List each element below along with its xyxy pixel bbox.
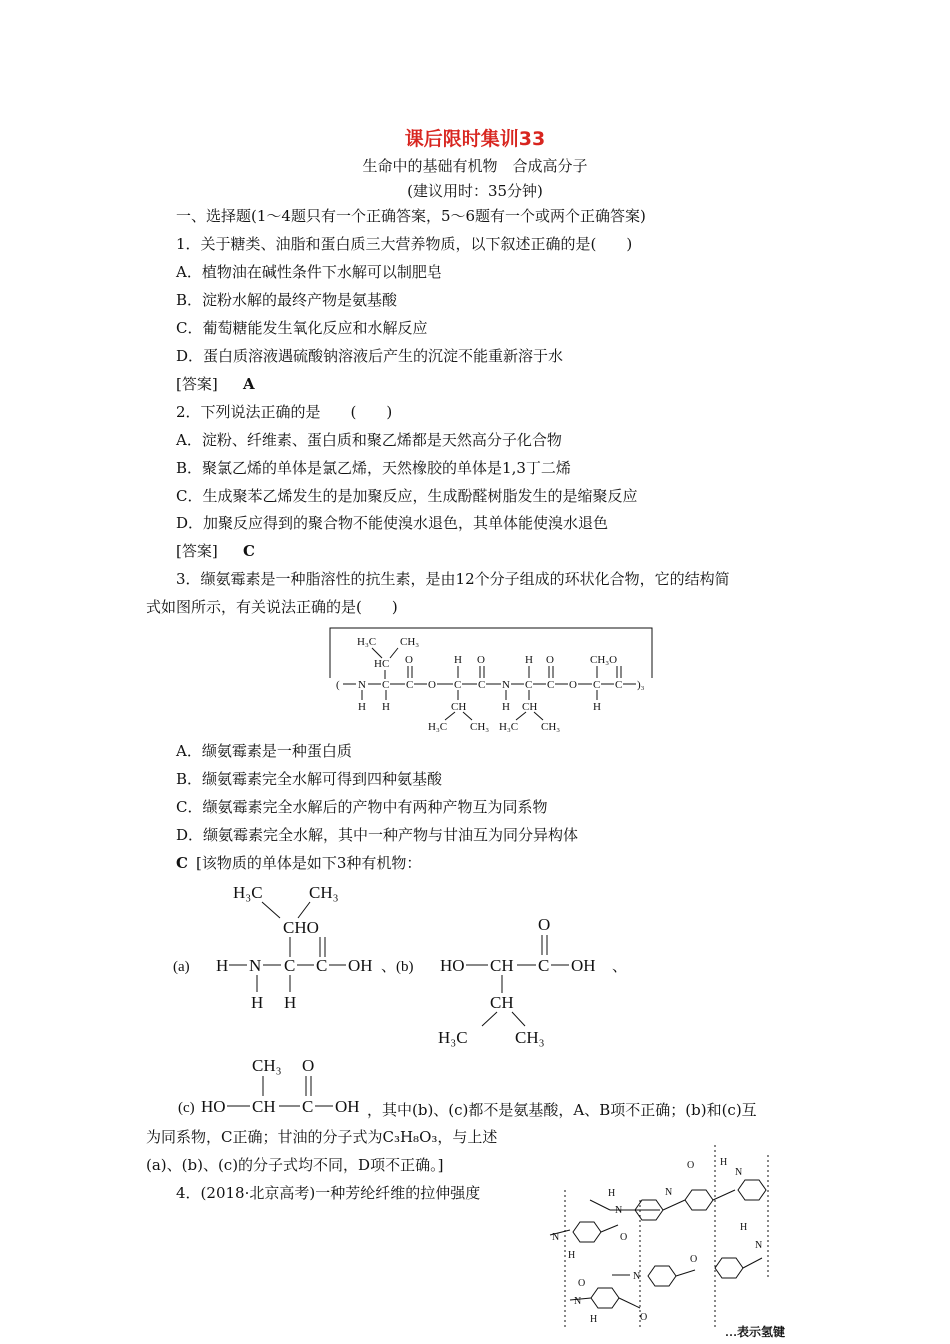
q3-analysis-answer: C: [176, 854, 188, 872]
aramid-h-3: H: [568, 1250, 576, 1261]
c-ch: CH: [252, 1097, 276, 1116]
b-oh: OH: [571, 956, 596, 975]
q1-option-c: C．葡萄糖能发生氧化反应和水解反应: [176, 319, 428, 337]
struct-h3c-1: H₃C: [357, 636, 377, 648]
struct-bracket-open: (: [336, 679, 340, 691]
a-h-n: H: [251, 993, 264, 1012]
struct-ch3-bot-2: CH₃: [541, 721, 561, 733]
sep-end: 、: [612, 959, 628, 975]
struct-h-bot-2: H: [382, 701, 390, 713]
aramid-h-4: H: [740, 1222, 748, 1233]
b-ch3: CH₃: [515, 1028, 545, 1047]
q3-analysis-line3: (a)、(b)、(c)的分子式均不同，D项不正确。]: [146, 1156, 444, 1174]
page-title: 课后限时集训33: [404, 128, 546, 150]
page-subtitle: 生命中的基础有机物 合成高分子: [362, 157, 588, 175]
q3-stem-line1: 3．缬氨霉素是一种脂溶性的抗生素，是由12个分子组成的环状化合物，它的结构简: [176, 570, 730, 588]
struct-c-7: C: [593, 679, 601, 691]
struct-c-8: C: [615, 679, 623, 691]
struct-c-3: C: [454, 679, 462, 691]
q4-stem: 4．(2018·北京高考)一种芳纶纤维的拉伸强度: [176, 1184, 481, 1202]
aramid-n-4: N: [552, 1232, 560, 1243]
c-ch3: CH₃: [252, 1056, 282, 1075]
q3-option-c: C．缬氨霉素完全水解后的产物中有两种产物互为同系物: [176, 798, 548, 816]
label-c: (c): [178, 1100, 195, 1116]
struct-ch3o: CH₃O: [590, 654, 618, 666]
q2-option-a: A．淀粉、纤维素、蛋白质和聚乙烯都是天然高分子化合物: [176, 431, 562, 449]
c-oh: OH: [335, 1097, 360, 1116]
aramid-n-7: N: [574, 1296, 582, 1307]
aramid-n-6: N: [755, 1240, 763, 1251]
struct-ch3-bot-1: CH₃: [470, 721, 490, 733]
section-heading: 一、选择题(1～4题只有一个正确答案，5～6题有一个或两个正确答案): [176, 207, 646, 225]
struct-o-1: O: [428, 679, 436, 691]
q2-option-b: B．聚氯乙烯的单体是氯乙烯，天然橡胶的单体是1,3丁二烯: [176, 459, 571, 477]
q1-stem: 1．关于糖类、油脂和蛋白质三大营养物质，以下叙述正确的是( ): [176, 235, 633, 253]
a-h-left: H: [216, 956, 229, 975]
a-c2: C: [316, 956, 328, 975]
q3-option-a: A．缬氨霉素是一种蛋白质: [176, 742, 352, 760]
a-ch3: CH₃: [309, 883, 339, 902]
b-ch: CH: [490, 956, 514, 975]
label-b: 、(b): [381, 959, 414, 975]
c-o: O: [302, 1056, 315, 1075]
aramid-h-2: H: [608, 1188, 616, 1199]
struct-n-2: N: [502, 679, 510, 691]
a-h-c: H: [284, 993, 297, 1012]
struct-c-5: C: [525, 679, 533, 691]
aramid-o-1: O: [687, 1160, 695, 1171]
struct-ch-bot-1: CH: [451, 701, 467, 713]
struct-h-bot-4: H: [593, 701, 601, 713]
q3-analysis-intro: [该物质的单体是如下3种有机物：: [196, 854, 422, 872]
c-c: C: [302, 1097, 314, 1116]
struct-n-1: N: [358, 679, 366, 691]
q2-answer-label: [答案]: [176, 542, 218, 560]
struct-ch-bot-2: CH: [522, 701, 538, 713]
q1-option-d: D．蛋白质溶液遇硫酸钠溶液后产生的沉淀不能重新溶于水: [176, 347, 564, 365]
q3-analysis-line1: ，其中(b)、(c)都不是氨基酸，A、B项不正确；(b)和(c)互: [367, 1101, 757, 1119]
aramid-o-5: O: [578, 1278, 586, 1289]
struct-h-bot-1: H: [358, 701, 366, 713]
q1-answer-label: [答案]: [176, 375, 218, 393]
struct-h3c-bot-2: H₃C: [499, 721, 519, 733]
aramid-legend: …表示氢键: [725, 1325, 786, 1339]
q1-option-b: B．淀粉水解的最终产物是氨基酸: [176, 291, 398, 309]
a-c1: C: [284, 956, 296, 975]
q3-stem-line2: 式如图所示，有关说法正确的是( ): [146, 598, 398, 616]
c-ho: HO: [201, 1097, 226, 1116]
q1-answer: A: [243, 375, 255, 393]
aramid-n-5: N: [633, 1271, 641, 1282]
struct-c-6: C: [547, 679, 555, 691]
struct-c-2: C: [406, 679, 414, 691]
q2-stem: 2．下列说法正确的是 ( ): [176, 403, 393, 421]
b-h3c: H₃C: [438, 1028, 468, 1047]
aramid-n-1: N: [735, 1167, 743, 1178]
struct-o-2: O: [569, 679, 577, 691]
aramid-n-2: N: [615, 1205, 623, 1216]
b-c: C: [538, 956, 550, 975]
b-o: O: [538, 915, 551, 934]
struct-o-top-3: O: [546, 654, 554, 666]
a-cho: CHO: [283, 918, 319, 937]
time-note: (建议用时：35分钟): [407, 182, 543, 200]
a-h3c: H₃C: [233, 883, 263, 902]
struct-ch3-1: CH₃: [400, 636, 420, 648]
q2-answer: C: [243, 542, 255, 560]
struct-h-top-1: H: [454, 654, 462, 666]
aramid-h-5: H: [590, 1314, 598, 1325]
aramid-h-1: H: [720, 1157, 728, 1168]
q1-option-a: A．植物油在碱性条件下水解可以制肥皂: [176, 263, 442, 281]
struct-h3c-bot-1: H₃C: [428, 721, 448, 733]
struct-o-top-2: O: [477, 654, 485, 666]
q3-analysis-line2: 为同系物，C正确；甘油的分子式为C₃H₈O₃，与上述: [146, 1128, 498, 1146]
aramid-o-3: O: [690, 1254, 698, 1265]
a-n: N: [249, 956, 262, 975]
q3-option-b: B．缬氨霉素完全水解可得到四种氨基酸: [176, 770, 443, 788]
b-ch-2: CH: [490, 993, 514, 1012]
label-a: (a): [173, 959, 190, 975]
q2-option-c: C．生成聚苯乙烯发生的是加聚反应，生成酚醛树脂发生的是缩聚反应: [176, 487, 638, 505]
q2-option-d: D．加聚反应得到的聚合物不能使溴水退色，其单体能使溴水退色: [176, 514, 609, 532]
struct-c-1: C: [382, 679, 390, 691]
b-ho: HO: [440, 956, 465, 975]
aramid-o-4: O: [640, 1312, 648, 1323]
aramid-n-3: N: [665, 1187, 673, 1198]
struct-c-4: C: [478, 679, 486, 691]
struct-hc-1: HC: [374, 658, 390, 670]
struct-bracket-close: )₃: [637, 679, 645, 691]
a-oh: OH: [348, 956, 373, 975]
aramid-o-2: O: [620, 1232, 628, 1243]
struct-h-bot-3: H: [502, 701, 510, 713]
struct-h-top-2: H: [525, 654, 533, 666]
q3-option-d: D．缬氨霉素完全水解，其中一种产物与甘油互为同分异构体: [176, 826, 579, 844]
struct-o-top-1: O: [405, 654, 413, 666]
